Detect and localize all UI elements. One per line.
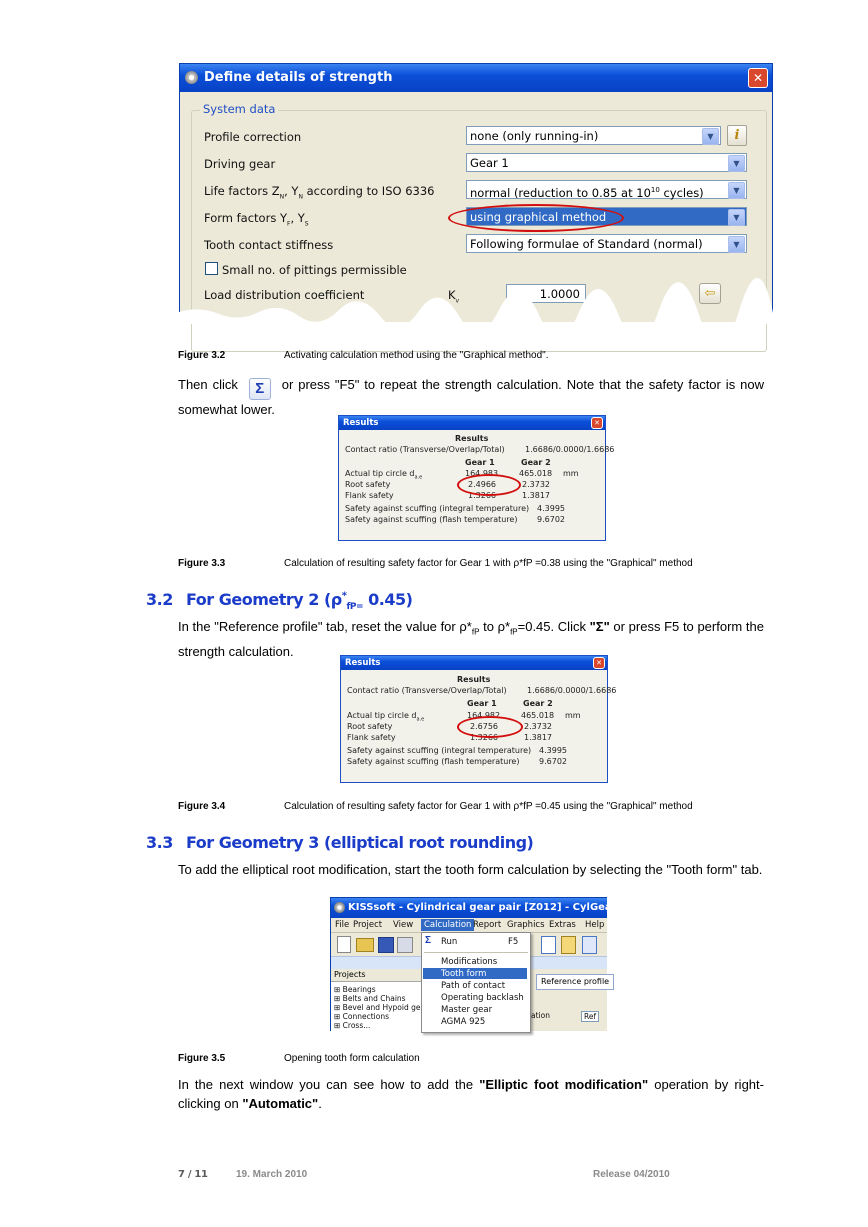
scuffing-integral-value: 4.3995 — [537, 504, 565, 513]
sigma-icon: Σ — [425, 935, 432, 946]
root-safety-gear2: 2.3732 — [524, 722, 552, 731]
chevron-down-icon[interactable]: ▼ — [728, 236, 745, 253]
chevron-down-icon[interactable]: ▼ — [702, 128, 719, 145]
highlight-ring — [448, 204, 624, 232]
figure-3-5-caption: Opening tooth form calculation — [284, 1053, 420, 1064]
figure-3-2-number: Figure 3.2 — [178, 350, 226, 361]
load-value-input[interactable]: 1.0000 — [506, 284, 586, 303]
driving-gear-select[interactable]: Gear 1 ▼ — [466, 153, 747, 172]
results-window-1 — [338, 415, 615, 541]
chevron-down-icon[interactable]: ▼ — [728, 155, 745, 172]
menu-view[interactable]: View — [393, 920, 414, 930]
report-icon[interactable] — [397, 937, 413, 953]
dialog-titlebar — [180, 64, 772, 92]
pittings-checkbox-label: Small no. of pittings permissible — [222, 263, 407, 277]
results-window-2 — [340, 655, 617, 783]
scuffing-integral-label: Safety against scuffing (integral temperature) — [345, 504, 530, 513]
paragraph-geometry-2: In the "Reference profile" tab, reset the value for $\rho*_{fP}$ to $\rho*_{fP}=0.45$. Click "Σ" or press F5 to perform the strength calculation. — [178, 619, 764, 659]
tree-item[interactable]: ⊞ Connections — [334, 1012, 390, 1021]
root-safety-gear2: 2.3732 — [522, 480, 550, 489]
menu-calculation[interactable]: Calculation — [421, 919, 474, 931]
torn-edge — [179, 304, 773, 324]
list-icon[interactable] — [582, 936, 597, 954]
section-3-3-title: For Geometry 3 (elliptical root rounding) — [186, 833, 534, 852]
scuffing-flash-label: Safety against scuffing (flash temperature) — [347, 757, 520, 766]
contact-ratio-label: Contact ratio (Transverse/Overlap/Total) — [345, 445, 505, 454]
open-folder-icon[interactable] — [356, 938, 374, 952]
results-titlebar — [341, 656, 607, 670]
section-3-3-number: 3.3 — [146, 833, 173, 852]
tip-circle-label: Actual tip circle $d_{a.e}$ — [345, 469, 423, 481]
tip-circle-unit: mm — [565, 711, 581, 720]
flank-safety-gear1: 1.3266 — [470, 733, 498, 742]
form-factors-select[interactable]: using graphical method ▼ — [466, 207, 747, 226]
root-safety-gear1: 2.6756 — [470, 722, 498, 731]
tip-circle-gear1: 164.983 — [465, 469, 499, 478]
tip-circle-gear1: 164.982 — [467, 711, 501, 720]
menu-item-master-gear[interactable]: Master gear — [441, 1005, 493, 1015]
define-strength-dialog — [179, 63, 773, 322]
tooth-stiffness-label: Tooth contact stiffness — [204, 238, 334, 252]
flank-safety-gear1: 1.3266 — [468, 491, 496, 500]
tooth-stiffness-select[interactable]: Following formulae of Standard (normal) ▼ — [466, 234, 747, 253]
gear1-header: Gear 1 — [467, 699, 497, 708]
menu-help[interactable]: Help — [585, 920, 605, 930]
profile-correction-label: Profile correction — [204, 130, 302, 144]
chevron-down-icon[interactable]: ▼ — [728, 182, 745, 199]
load-distribution-label: Load distribution coefficient — [204, 288, 365, 302]
kisssoft-logo-icon — [334, 902, 345, 913]
menu-item-operating-backlash[interactable]: Operating backlash — [441, 993, 524, 1003]
menu-item-modifications[interactable]: Modifications — [441, 957, 498, 967]
menu-item-run[interactable]: Run — [441, 937, 458, 947]
dialog-title: Define details of strength — [204, 70, 393, 85]
results-title: Results — [343, 418, 379, 428]
chevron-down-icon[interactable]: ▼ — [728, 209, 745, 226]
contact-ratio-value: 1.6686/0.0000/1.6686 — [525, 445, 615, 454]
figure-3-4-caption: Calculation of resulting safety factor for Gear 1 with ρ*fP =0.45 using the "Graphical" method — [284, 801, 693, 812]
tip-circle-label: Actual tip circle $d_{a.e}$ — [347, 711, 425, 723]
projects-panel — [331, 969, 430, 1031]
footer-page: 7 / 11 — [178, 1169, 208, 1180]
paragraph-repeat-calc: Then click Σ or press "F5" to repeat the strength calculation. Note that the safety factor is now somewhat lower. — [178, 377, 764, 417]
figure-3-3-number: Figure 3.3 — [178, 558, 226, 569]
menu-item-tooth-form[interactable]: Tooth form — [441, 969, 487, 979]
menu-shortcut-f5: F5 — [508, 937, 519, 947]
gear2-header: Gear 2 — [523, 699, 553, 708]
section-3-2-title: For Geometry 2 ($\rho^*_{fP=}$ 0.45) — [186, 590, 413, 613]
contact-ratio-label: Contact ratio (Transverse/Overlap/Total) — [347, 686, 507, 695]
results-heading: Results — [455, 434, 489, 443]
figure-3-4-number: Figure 3.4 — [178, 801, 226, 812]
menu-item-agma-925[interactable]: AGMA 925 — [441, 1017, 486, 1027]
sigma-button-icon[interactable]: Σ — [249, 378, 271, 400]
results-heading: Results — [457, 675, 491, 684]
paragraph-elliptic: In the next window you can see how to add the "Elliptic foot modification" operation by right-clicking on "Automatic". — [178, 1077, 764, 1111]
root-safety-label: Root safety — [347, 722, 393, 731]
kisssoft-title: KISSsoft - Cylindrical gear pair [Z012] - CylGearPair 1 — [348, 902, 650, 913]
footer-date: 19. March 2010 — [236, 1169, 308, 1180]
driving-gear-label: Driving gear — [204, 157, 276, 171]
menu-extras[interactable]: Extras — [549, 920, 576, 930]
gear2-header: Gear 2 — [521, 458, 551, 467]
new-file-icon[interactable] — [337, 936, 351, 953]
menu-project[interactable]: Project — [353, 920, 383, 930]
document-icon[interactable] — [541, 936, 556, 954]
load-symbol: $K_v$ — [448, 288, 460, 305]
gear-app-icon — [185, 71, 198, 84]
section-3-2-number: 3.2 — [146, 590, 173, 609]
life-factors-select[interactable]: normal (reduction to 0.85 at $10^{10}$ cycles) ▼ — [466, 180, 747, 199]
scuffing-flash-value: 9.6702 — [539, 757, 567, 766]
figure-3-3-caption: Calculation of resulting safety factor for Gear 1 with ρ*fP =0.38 using the "Graphical" method — [284, 558, 693, 569]
figure-3-5-number: Figure 3.5 — [178, 1053, 226, 1064]
tree-item[interactable]: ⊞ Bearings — [334, 985, 376, 994]
scuffing-integral-label: Safety against scuffing (integral temperature) — [347, 746, 532, 755]
highlight-ring — [457, 474, 521, 496]
partial-field[interactable]: Ref — [581, 1011, 599, 1022]
life-factors-label: Life factors $Z_N$, $Y_N$ according to ISO 6336 — [204, 184, 435, 201]
tree-item[interactable]: ⊞ Belts and Chains — [334, 994, 406, 1003]
scuffing-flash-label: Safety against scuffing (flash temperature) — [345, 515, 518, 524]
tree-item[interactable]: ⊞ Cross... — [334, 1021, 371, 1030]
reference-profile-tab[interactable]: Reference profile — [536, 974, 614, 990]
tree-item[interactable]: ⊞ Bevel and Hypoid ge — [334, 1003, 421, 1012]
results-title: Results — [345, 658, 381, 668]
scuffing-flash-value: 9.6702 — [537, 515, 565, 524]
arrow-back-icon[interactable]: ⇦ — [699, 283, 721, 304]
flank-safety-gear2: 1.3817 — [524, 733, 552, 742]
menu-separator — [424, 952, 528, 953]
close-icon[interactable]: ✕ — [748, 68, 768, 88]
tip-circle-gear2: 465.018 — [519, 469, 553, 478]
results-titlebar — [339, 416, 605, 430]
root-safety-label: Root safety — [345, 480, 391, 489]
contact-ratio-value: 1.6686/0.0000/1.6686 — [527, 686, 617, 695]
flank-safety-label: Flank safety — [345, 491, 394, 500]
footer-release: Release 04/2010 — [593, 1169, 670, 1180]
notes-icon[interactable] — [561, 936, 576, 954]
close-icon[interactable]: ✕ — [593, 657, 605, 669]
close-icon[interactable]: ✕ — [591, 417, 603, 429]
tip-circle-gear2: 465.018 — [521, 711, 555, 720]
save-icon[interactable] — [378, 937, 394, 953]
calculation-dropdown — [421, 932, 531, 1033]
flank-safety-gear2: 1.3817 — [522, 491, 550, 500]
pittings-checkbox[interactable] — [205, 262, 218, 275]
menu-item-path-of-contact[interactable]: Path of contact — [441, 981, 506, 991]
gear1-header: Gear 1 — [465, 458, 495, 467]
kisssoft-window — [330, 897, 650, 1031]
menu-graphics[interactable]: Graphics — [507, 920, 545, 930]
menu-bar — [331, 918, 607, 933]
profile-correction-select[interactable]: none (only running-in) ▼ — [466, 126, 721, 145]
projects-header: Projects — [331, 969, 429, 982]
info-icon[interactable]: i — [727, 125, 747, 146]
scuffing-integral-value: 4.3995 — [539, 746, 567, 755]
highlight-ring — [457, 716, 523, 738]
flank-safety-label: Flank safety — [347, 733, 396, 742]
form-factors-label: Form factors $Y_F$, $Y_S$ — [204, 211, 309, 228]
kisssoft-titlebar — [331, 898, 650, 918]
paragraph-geometry-3: To add the elliptical root modification, start the tooth form calculation by selecting the "Tooth form" tab. — [178, 862, 763, 877]
menu-file[interactable]: File — [335, 920, 350, 930]
tip-circle-unit: mm — [563, 469, 579, 478]
figure-3-2-caption: Activating calculation method using the "Graphical method". — [284, 350, 549, 361]
root-safety-gear1: 2.4966 — [468, 480, 496, 489]
group-label: System data — [200, 102, 278, 116]
menu-report[interactable]: Report — [473, 920, 502, 930]
partial-label: ation — [531, 1011, 550, 1020]
